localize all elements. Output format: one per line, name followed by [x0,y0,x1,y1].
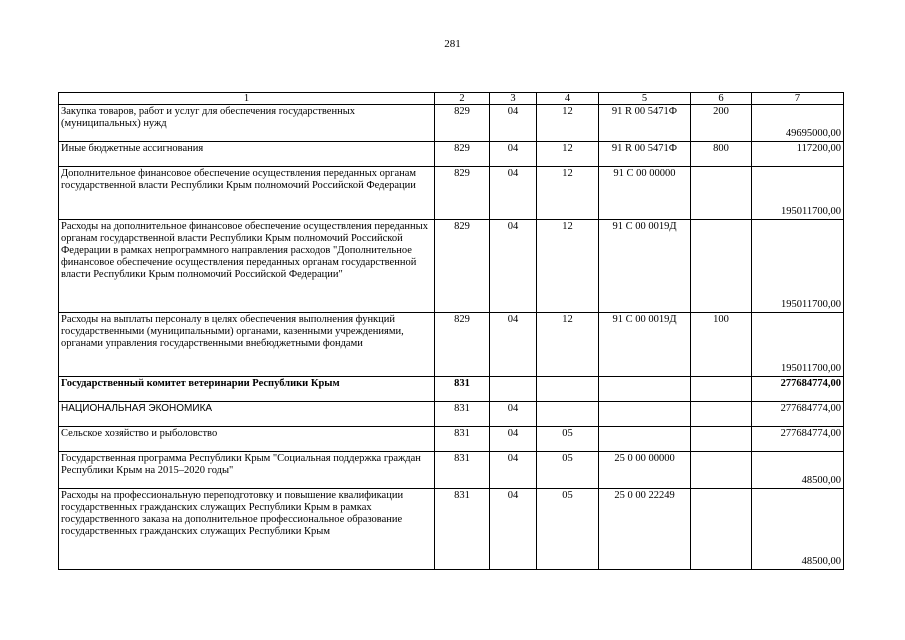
row-subsection-code: 12 [537,313,599,377]
table-row [59,105,844,142]
row-expense-type: 800 [691,142,752,167]
row-amount: 277684774,00 [752,402,844,427]
row-ministry-code: 829 [435,313,490,377]
row-target-article: 25 0 00 00000 [599,452,691,489]
row-ministry-code: 831 [435,427,490,452]
row-ministry-code: 831 [435,452,490,489]
header-cell-5: 5 [599,93,691,105]
table-header-row [59,93,844,105]
row-name: Государственная программа Республики Крым "Социальная поддержка граждан Республики Крым на 2015–2020 годы" [59,452,435,489]
row-section-code [490,377,537,402]
row-ministry-code: 829 [435,167,490,220]
table-row [59,167,844,220]
header-cell-6: 6 [691,93,752,105]
row-subsection-code: 12 [537,105,599,142]
row-expense-type [691,489,752,570]
row-target-article: 91 R 00 5471Ф [599,142,691,167]
table-row [59,313,844,377]
row-amount: 195011700,00 [752,167,844,220]
row-expense-type [691,220,752,313]
row-target-article: 91 С 00 0019Д [599,313,691,377]
row-name: Расходы на профессиональную переподготовку и повышение квалификации государственных гражданских служащих Республики Крым в рамках государственного заказа на дополнительное профессиональное образование государственных гражданских служащих Республики Крым [59,489,435,570]
table-row [59,427,844,452]
row-ministry-code: 831 [435,489,490,570]
row-target-article [599,402,691,427]
row-subsection-code [537,377,599,402]
row-expense-type [691,427,752,452]
page-number: 281 [444,38,461,50]
row-ministry-code: 829 [435,220,490,313]
table-row [59,452,844,489]
row-section-code: 04 [490,427,537,452]
row-section-code: 04 [490,489,537,570]
row-expense-type [691,402,752,427]
row-target-article: 91 С 00 00000 [599,167,691,220]
row-expense-type [691,167,752,220]
row-name: Иные бюджетные ассигнования [59,142,435,167]
row-subsection-code: 12 [537,167,599,220]
row-name: Расходы на выплаты персоналу в целях обеспечения выполнения функций государственными (муниципальными) органами, казенными учреждениями, органами управления государственными внебюджетными фондами [59,313,435,377]
row-name: Государственный комитет ветеринарии Республики Крым [59,377,435,402]
header-cell-2: 2 [435,93,490,105]
row-name: НАЦИОНАЛЬНАЯ ЭКОНОМИКА [59,402,435,427]
row-amount: 48500,00 [752,452,844,489]
row-expense-type: 200 [691,105,752,142]
row-target-article: 91 R 00 5471Ф [599,105,691,142]
row-amount: 277684774,00 [752,377,844,402]
row-section-code: 04 [490,313,537,377]
row-section-code: 04 [490,167,537,220]
header-cell-7: 7 [752,93,844,105]
row-subsection-code: 12 [537,220,599,313]
row-name: Закупка товаров, работ и услуг для обеспечения государственных (муниципальных) нужд [59,105,435,142]
header-cell-4: 4 [537,93,599,105]
row-expense-type [691,452,752,489]
row-target-article: 91 С 00 0019Д [599,220,691,313]
header-cell-3: 3 [490,93,537,105]
table-row [59,142,844,167]
row-target-article: 25 0 00 22249 [599,489,691,570]
row-subsection-code: 12 [537,142,599,167]
row-ministry-code: 831 [435,402,490,427]
row-amount: 117200,00 [752,142,844,167]
row-amount: 49695000,00 [752,105,844,142]
row-section-code: 04 [490,142,537,167]
table-row [59,489,844,570]
row-target-article [599,427,691,452]
row-subsection-code: 05 [537,427,599,452]
table-row [59,220,844,313]
row-amount: 195011700,00 [752,313,844,377]
row-expense-type: 100 [691,313,752,377]
row-target-article [599,377,691,402]
row-subsection-code [537,402,599,427]
row-ministry-code: 831 [435,377,490,402]
row-name: Дополнительное финансовое обеспечение осуществления переданных органам государственной власти Республики Крым полномочий Российской Федерации [59,167,435,220]
row-section-code: 04 [490,402,537,427]
budget-table [58,92,844,570]
row-name: Сельское хозяйство и рыболовство [59,427,435,452]
row-amount: 277684774,00 [752,427,844,452]
row-amount: 195011700,00 [752,220,844,313]
row-amount: 48500,00 [752,489,844,570]
row-subsection-code: 05 [537,452,599,489]
row-section-code: 04 [490,105,537,142]
table-row [59,402,844,427]
row-section-code: 04 [490,452,537,489]
row-name: Расходы на дополнительное финансовое обеспечение осуществления переданных органам государственной власти Республики Крым полномочий Российской Федерации в рамках непрограммного направления расходов "Дополнительное финансовое обеспечение осуществления переданных органам государственной власти Республики Крым полномочий Российской Федерации" [59,220,435,313]
header-cell-1: 1 [59,93,435,105]
row-ministry-code: 829 [435,105,490,142]
row-section-code: 04 [490,220,537,313]
row-expense-type [691,377,752,402]
row-subsection-code: 05 [537,489,599,570]
table-row-bold [59,377,844,402]
row-ministry-code: 829 [435,142,490,167]
